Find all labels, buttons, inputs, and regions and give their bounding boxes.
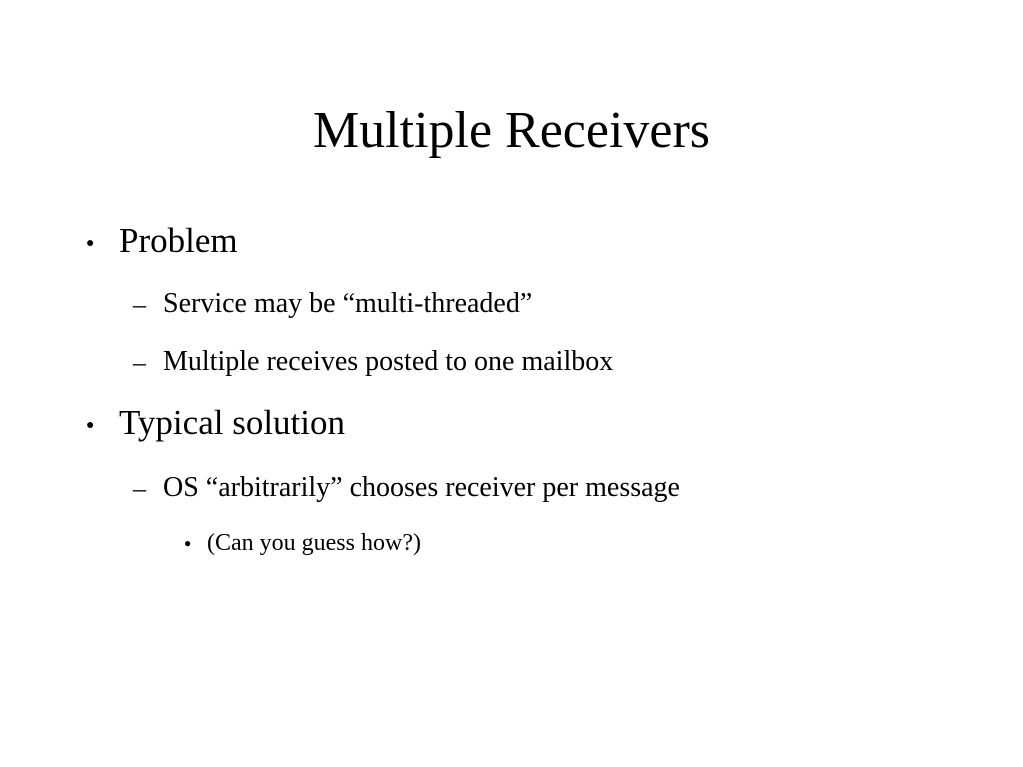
sub-bullet-text: Service may be “multi-threaded” (163, 288, 533, 319)
bullet-text-typical-solution: Typical solution (119, 403, 345, 442)
slide-title: Multiple Receivers (312, 102, 711, 159)
dash-icon: – (133, 348, 146, 377)
bullet-icon: ● (86, 418, 95, 433)
bullet-icon: ● (184, 536, 192, 550)
bullet-icon: ● (86, 236, 95, 251)
sub-sub-bullet-text: (Can you guess how?) (207, 530, 421, 556)
dash-icon: – (133, 290, 146, 319)
bullet-text-problem: Problem (119, 221, 238, 260)
sub-bullet-text: OS “arbitrarily” chooses receiver per message (163, 472, 680, 503)
sub-bullet-text: Multiple receives posted to one mailbox (163, 346, 614, 377)
dash-icon: – (133, 474, 146, 503)
